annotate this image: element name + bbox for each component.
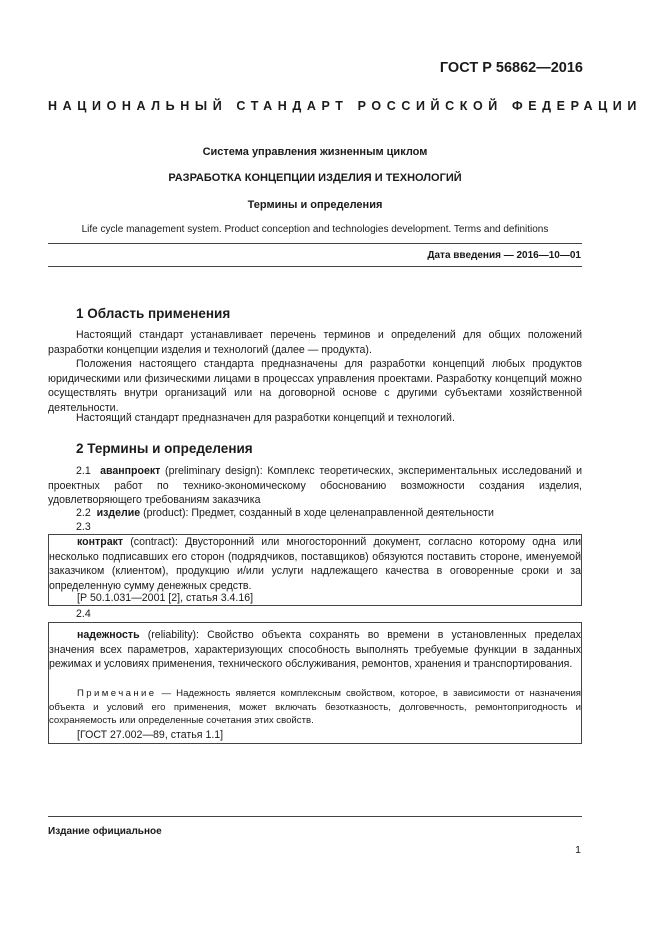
introduction-date: Дата введения — 2016—10—01: [427, 250, 581, 261]
note-label: Примечание: [77, 688, 157, 699]
term-2-2-name: изделие: [96, 507, 141, 519]
term-2-4-definition: надежность (reliability): Свойство объекта сохранять во времени в установленных пределах значения всех параметров, характеризующих способность выполнять требуемые функции в заданных режимах и условиях применения, технического обслуживания, ремонтов, хранения и транспортирования.: [49, 629, 581, 671]
standard-number: ГОСТ Р 56862—2016: [439, 60, 583, 76]
term-2-4-box: [48, 622, 582, 744]
term-2-3-box: [48, 534, 582, 606]
section-2-heading: 2 Термины и определения: [76, 441, 253, 456]
document-subtitle: Термины и определения: [247, 199, 383, 211]
term-2-3-number: 2.3: [76, 521, 91, 533]
term-2-4-note: Примечание — Надежность является комплексным свойством, которое, в зависимости от назначения объекта и условий его применения, может включать безотказность, долговечность, ремонтопригодность и сохраняемость или определенные сочетания этих свойств.: [49, 688, 581, 726]
system-title: Система управления жизненным циклом: [202, 146, 428, 158]
section-1-heading: 1 Область применения: [76, 306, 231, 321]
footer-divider: [48, 816, 582, 817]
term-2-4-number: 2.4: [76, 608, 91, 620]
term-2-4-name: надежность: [77, 629, 140, 641]
term-2-3-definition: контракт (contract): Двусторонний или многосторонний документ, согласно которому одна или несколько подписавших его сторон (подрядчиков, поставщиков) обязуются поставить стороне, именуемой заказчиком (клиентом), продукцию и/или услуги надлежащего качества в оговоренные сроки и за определенную сумму денежных средств.: [49, 536, 581, 592]
term-2-1: 2.1 аванпроект (preliminary design): Комплекс теоретических, экспериментальных исследований и проектных работ по технико-экономическому обоснованию возможности создания изделия, удовлетворяющего требованиям заказчика: [48, 465, 582, 507]
term-2-2: 2.2 изделие (product): Предмет, созданный в ходе целенаправленной деятельности: [76, 507, 494, 519]
page-number: 1: [575, 844, 581, 856]
section-1-paragraph-2: Положения настоящего стандарта предназначены для разработки концепций любых продуктов юридическими или физическими лицами в процессах управления проектами. Разработку концепций можно осуществлять внутри организаций или на договорной основе с другими субъектами хозяйственной деятельности.: [48, 358, 582, 414]
term-2-1-name: аванпроект: [100, 465, 161, 477]
term-2-3-source: [Р 50.1.031—2001 [2], статья 3.4.16]: [77, 592, 254, 604]
title-divider: [48, 243, 582, 244]
english-title: Life cycle management system. Product conception and technologies development. Terms and definitions: [81, 224, 549, 235]
date-divider: [48, 266, 582, 267]
term-2-4-source: [ГОСТ 27.002—89, статья 1.1]: [77, 729, 224, 741]
official-edition-label: Издание официальное: [48, 826, 162, 837]
document-title: РАЗРАБОТКА КОНЦЕПЦИИ ИЗДЕЛИЯ И ТЕХНОЛОГИЙ: [168, 172, 462, 184]
national-standard-label: НАЦИОНАЛЬНЫЙ СТАНДАРТ РОССИЙСКОЙ ФЕДЕРАЦИИ: [48, 99, 642, 113]
section-1-paragraph-3: Настоящий стандарт предназначен для разработки концепций и технологий.: [76, 412, 455, 424]
term-2-3-name: контракт: [77, 536, 124, 548]
section-1-paragraph-1: Настоящий стандарт устанавливает перечень терминов и определений для общих положений разработки концепции изделия и технологий (далее — продукта).: [48, 329, 582, 356]
